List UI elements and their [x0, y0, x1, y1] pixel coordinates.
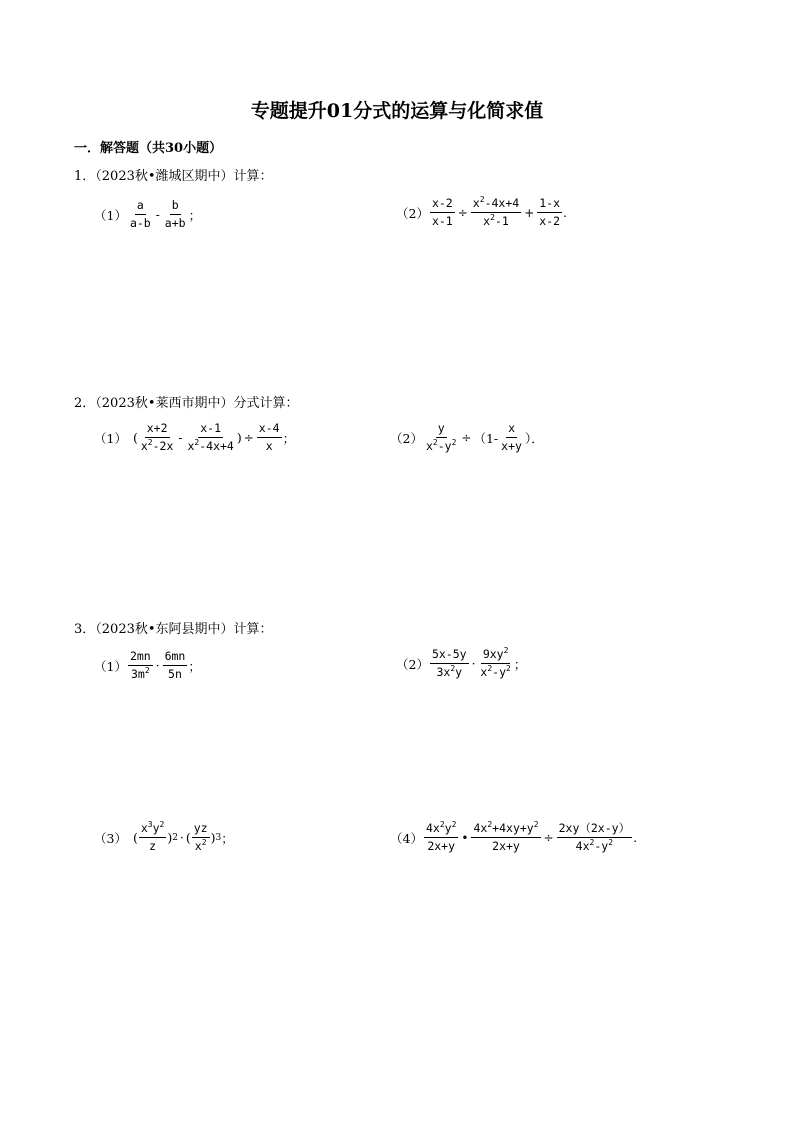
fraction: $\frac{x-1}{x^2-4x+4}$ — [187, 421, 234, 453]
q2-part1 — [94, 422, 295, 453]
divide-sign: ÷ — [243, 430, 254, 445]
question-2-label: 2．（2023秋•莱西市期中）分式计算： — [74, 396, 299, 411]
fraction: $\frac{yz}{x^2}$ — [193, 821, 208, 853]
divide-sign: ÷ — [543, 830, 554, 845]
part-tag: （4） — [390, 830, 423, 846]
q3-part2 — [396, 648, 526, 679]
right-paren: ) — [210, 830, 216, 845]
fraction: $\frac{a}{a-b}$ — [129, 198, 151, 230]
left-paren: ( — [132, 430, 138, 445]
fraction: $\frac{1-x}{x-2}$ — [539, 196, 561, 228]
section-heading: 一．解答题（共30小题） — [74, 141, 223, 156]
part-tag: （1） — [94, 658, 127, 674]
left-paren-one-minus: （1- — [473, 430, 499, 446]
q3-part4 — [390, 822, 637, 853]
minus-sign: - — [178, 430, 183, 445]
fraction: $\frac{x}{x+y}$ — [501, 421, 522, 453]
fraction: $\frac{x+2}{x^2-2x}$ — [140, 421, 174, 453]
multiply-dot: · — [155, 658, 160, 673]
punctuation: ； — [188, 207, 202, 223]
fraction: $\frac{9xy^2}{x^2-y^2}$ — [480, 646, 511, 679]
divide-sign: ÷ — [461, 430, 472, 445]
q2-part2 — [390, 422, 544, 453]
fraction: $\frac{4x^2+4xy+y^2}{2x+y}$ — [473, 820, 539, 853]
multiply-dot: • — [461, 830, 469, 845]
part-tag: （2） — [396, 656, 429, 672]
left-paren: ( — [185, 830, 191, 845]
punctuation: ； — [513, 656, 527, 672]
punctuation: ； — [221, 830, 234, 846]
fraction: $\frac{x-4}{x}$ — [258, 421, 280, 453]
fraction: $\frac{2mn}{3m^2}$ — [129, 649, 151, 681]
question-3-label: 3．（2023秋•东阿县期中）计算： — [74, 622, 273, 637]
page-title: 专题提升01分式的运算与化简求值 — [250, 100, 544, 122]
fraction: $\frac{b}{a+b}$ — [164, 198, 186, 230]
right-paren: ) — [236, 430, 242, 445]
multiply-dot: · — [180, 830, 184, 845]
q3-part3: （3） ( $\frac{x^3y^2}{z}$ ) 2 · ( $\frac{yz}{x^2}$ ) 3 ； — [94, 820, 234, 853]
part-tag: （1） — [94, 430, 127, 446]
q3-part1 — [94, 650, 201, 681]
fraction: $\frac{4x^2y^2}{2x+y}$ — [425, 820, 457, 853]
fraction: $\frac{x^2-4x+4}{x^2-1}$ — [472, 195, 520, 228]
fraction: $\frac{x^3y^2}{z}$ — [140, 820, 165, 853]
fraction: $\frac{x-2}{x-1}$ — [431, 196, 453, 228]
fraction: $\frac{6mn}{5n}$ — [164, 649, 186, 681]
punctuation: . — [633, 830, 638, 845]
right-paren: ) — [167, 830, 173, 845]
left-paren: ( — [132, 830, 138, 845]
q1-part1 — [94, 199, 201, 230]
fraction: $\frac{5x-5y}{3x^2y}$ — [431, 647, 467, 679]
punctuation: . — [563, 205, 568, 220]
plus-sign: + — [524, 205, 535, 220]
right-paren: ）． — [524, 430, 544, 446]
q1-part2 — [396, 197, 567, 228]
part-tag: （2） — [390, 430, 423, 446]
part-tag: （2） — [396, 205, 429, 221]
fraction: $\frac{y}{x^2-y^2}$ — [425, 421, 457, 453]
question-1-label: 1．（2023秋•潍城区期中）计算： — [74, 169, 273, 184]
part-tag: （1） — [94, 207, 127, 223]
part-tag: （3） — [94, 830, 127, 846]
punctuation: ； — [188, 658, 201, 674]
divide-sign: ÷ — [457, 205, 468, 220]
fraction: $\frac{2xy(2x-y)}{4x^2-y^2}$ — [558, 821, 631, 853]
multiply-dot: · — [471, 656, 476, 671]
punctuation: ； — [282, 430, 296, 446]
minus-sign: - — [155, 207, 160, 222]
